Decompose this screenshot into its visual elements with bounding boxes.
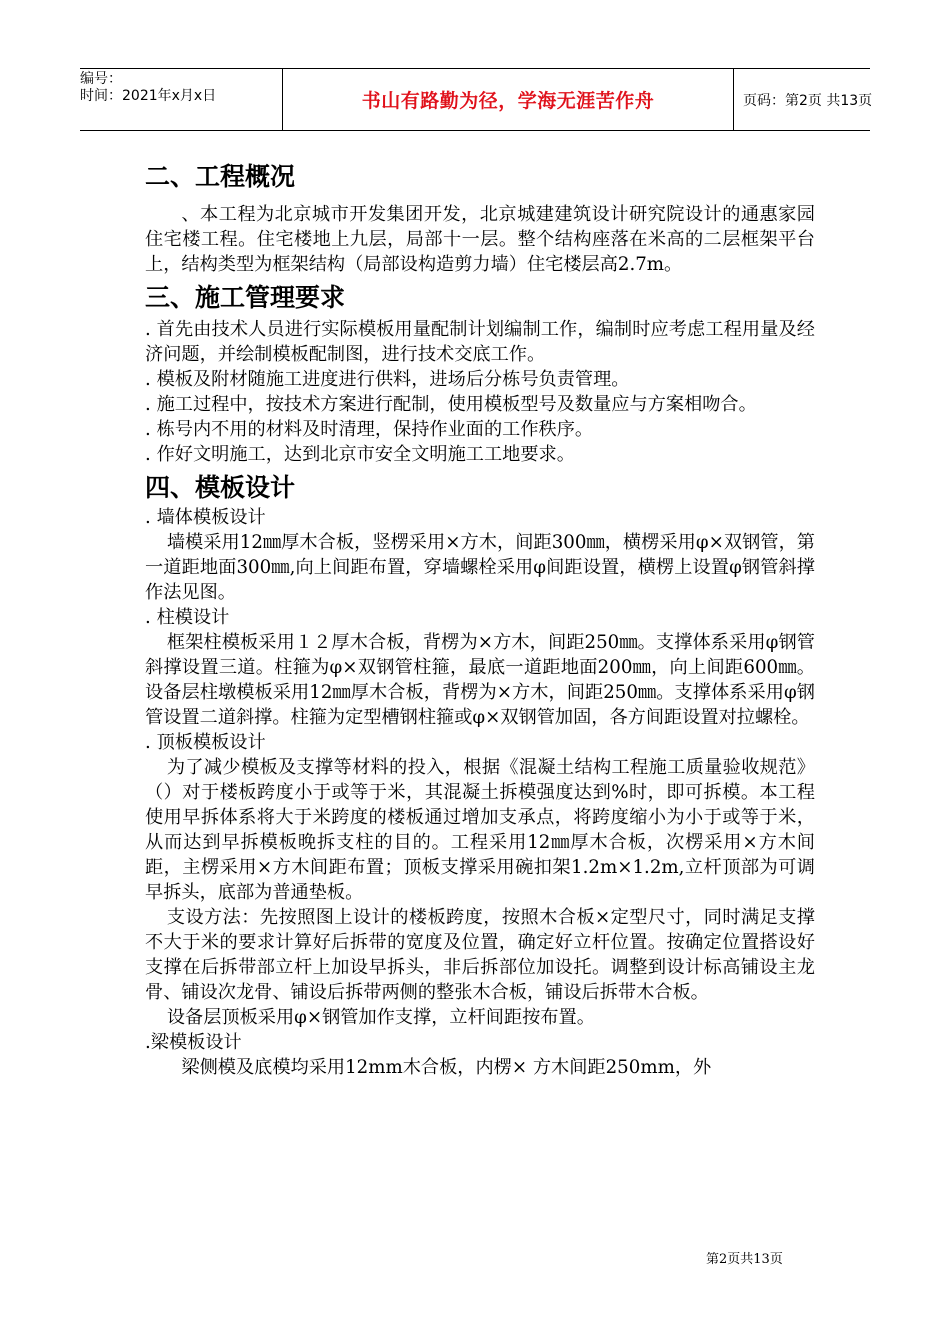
management-item: . 模板及附材随施工进度进行供料，进场后分栋号负责管理。 bbox=[145, 369, 630, 390]
slab-paragraph-1: 为了减少模板及支撑等材料的投入，根据《混凝土结构工程施工质量验收规范》（）对于楼板跨度小于或等于米，其混凝土拆模强度达到%时，即可拆模。本工程使用早拆体系将大于米跨度的楼板通过增加支承点，将跨度缩小为小于或等于米，从而达到早拆模板晚拆支柱的目的。工程采用12㎜厚木合板，次楞采用×方木间距，主楞采用×方木间距布置；顶板支撑采用碗扣架1.2m×1.2m,立杆顶部为可调早拆头，底部为普通垫板。 bbox=[145, 757, 815, 903]
document-body bbox=[145, 160, 815, 1080]
number-label: 编号： bbox=[80, 71, 122, 87]
beam-subtitle: .梁模板设计 bbox=[145, 1032, 242, 1053]
page-code: 页码：第2页 共13页 bbox=[743, 92, 873, 109]
management-item: . 作好文明施工，达到北京市安全文明施工工地要求。 bbox=[145, 444, 575, 465]
management-item: . 施工过程中，按技术方案进行配制，使用模板型号及数量应与方案相吻合。 bbox=[145, 394, 757, 415]
slab-paragraph-3: 设备层顶板采用φ×钢管加作支撑，立杆间距按布置。 bbox=[166, 1007, 595, 1028]
section-title-management: 三、施工管理要求 bbox=[145, 283, 346, 312]
section-title-overview: 二、工程概况 bbox=[145, 162, 296, 191]
wall-subtitle: . 墙体模板设计 bbox=[145, 507, 266, 528]
motto: 书山有路勤为径，学海无涯苦作舟 bbox=[361, 90, 655, 112]
column-paragraph: 框架柱模板采用１２厚木合板，背楞为×方木，间距250㎜。支撑体系采用φ钢管斜撑设置三道。柱箍为φ×双钢管柱箍，最底一道距地面200㎜，向上间距600㎜。 设备层柱墩模板采用12㎜厚木合板，背楞为×方木，间距250㎜。支撑体系采用φ钢管设置二道斜撑。柱箍为定型槽钢柱箍或φ×双钢管加固，各方间距设置对拉螺栓。 bbox=[145, 632, 815, 728]
wall-paragraph: 墙模采用12㎜厚木合板，竖楞采用×方木，间距300㎜，横楞采用φ×双钢管，第一道距地面300㎜,向上间距布置，穿墙螺栓采用φ间距设置，横楞上设置φ钢管斜撑作法见图。 bbox=[145, 532, 815, 603]
overview-paragraph: 、本工程为北京城市开发集团开发，北京城建建筑设计研究院设计的通惠家园住宅楼工程。住宅楼地上九层，局部十一层。整个结构座落在米高的二层框架平台上，结构类型为框架结构（局部设构造剪力墙）住宅楼层高2.7m。 bbox=[145, 204, 815, 275]
beam-paragraph: 梁侧模及底模均采用12mm木合板，内楞× 方木间距250mm，外 bbox=[181, 1057, 712, 1078]
section-title-formwork: 四、模板设计 bbox=[145, 473, 296, 502]
time-label: 时间：2021年x月x日 bbox=[80, 88, 217, 104]
management-item: . 栋号内不用的材料及时清理，保持作业面的工作秩序。 bbox=[145, 419, 594, 440]
header-meta bbox=[80, 69, 282, 130]
column-subtitle: . 柱模设计 bbox=[145, 607, 230, 628]
slab-subtitle: . 顶板模板设计 bbox=[145, 732, 266, 753]
slab-paragraph-2: 支设方法：先按照图上设计的楼板跨度，按照木合板×定型尺寸，同时满足支撑不大于米的要求计算好后拆带的宽度及位置，确定好立杆位置。按确定位置搭设好支撑在后拆带部立杆上加设早拆头，非后拆部位加设托。调整到设计标高铺设主龙骨、铺设次龙骨、铺设后拆带两侧的整张木合板，铺设后拆带木合板。 bbox=[145, 907, 815, 1003]
management-item: . 首先由技术人员进行实际模板用量配制计划编制工作，编制时应考虑工程用量及经济问题，并绘制模板配制图，进行技术交底工作。 bbox=[145, 319, 815, 365]
page-header bbox=[80, 68, 873, 131]
header-motto-cell bbox=[282, 69, 734, 130]
page-footer: 第2页共13页 bbox=[706, 1252, 783, 1267]
